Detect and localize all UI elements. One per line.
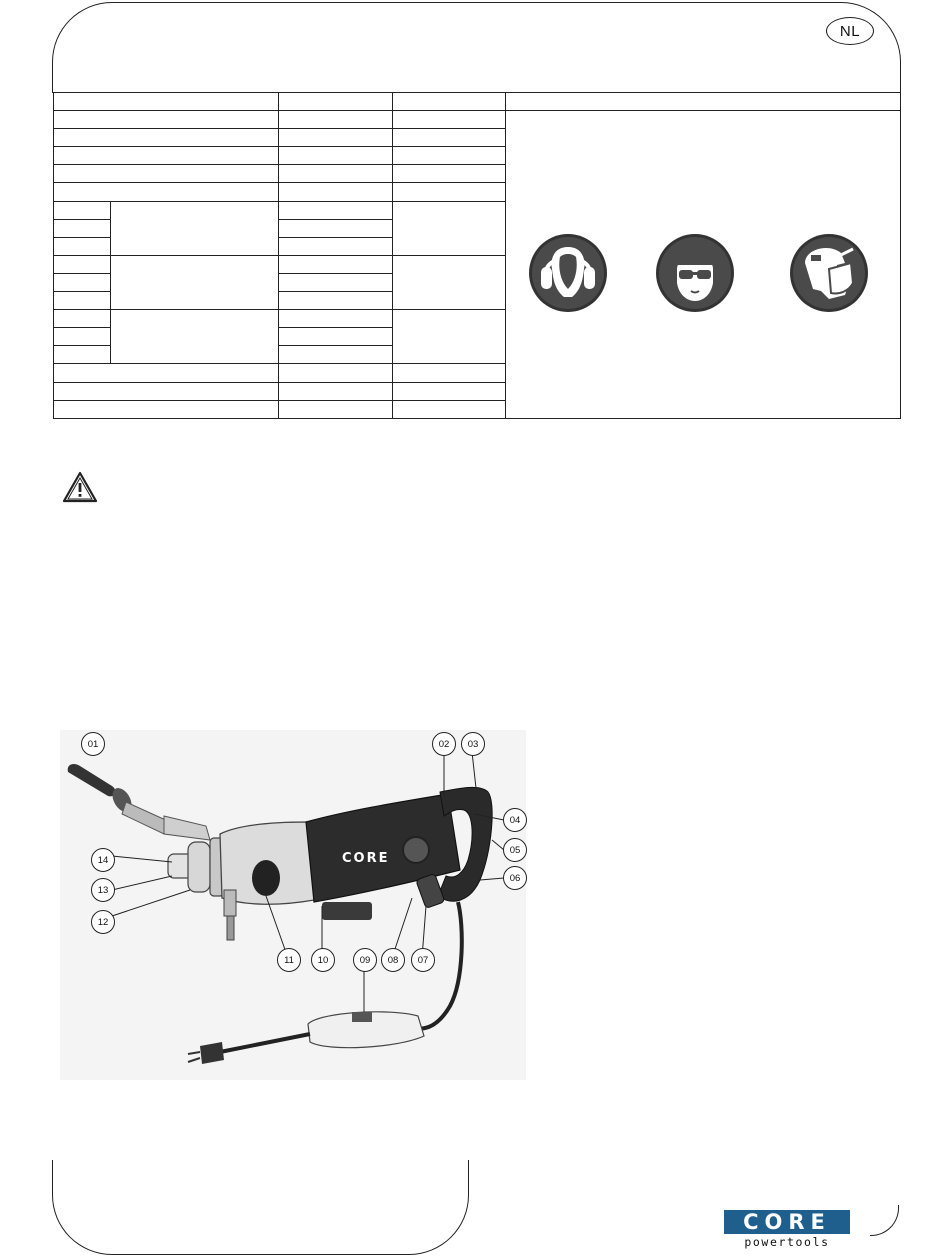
table-row-line [54,237,110,238]
table-row-line [54,363,505,364]
callout-11: 11 [277,948,301,972]
callout-05: 05 [503,838,527,862]
prcd-button [352,1012,372,1022]
table-column-divider [505,93,506,418]
callout-12: 12 [91,910,115,934]
callout-02: 02 [432,732,456,756]
callout-03: 03 [461,732,485,756]
speed-dial [403,837,429,863]
callout-08: 08 [381,948,405,972]
water-connector [224,890,236,916]
callout-04: 04 [503,808,527,832]
callout-13: 13 [91,878,115,902]
motor-vent [322,902,372,920]
table-row-line [54,201,505,202]
dust-mask-icon [789,233,869,313]
device-brand-label: CORE [342,851,390,866]
table-row-line [278,237,392,238]
table-row-line [54,382,505,383]
page-frame-top [52,2,901,93]
table-row-line [54,255,505,256]
table-row-line [54,400,505,401]
table-row-line [54,164,505,165]
table-row-line [54,345,110,346]
gear-selector-knob [252,860,280,896]
table-row-line [278,291,392,292]
callout-06: 06 [503,866,527,890]
table-row-line [54,291,110,292]
table-row-line [54,309,505,310]
plug-pin [188,1052,200,1054]
brand-logo [724,1210,850,1249]
side-handle [68,764,210,840]
table-row-line [54,273,110,274]
water-hose-nozzle [227,916,234,940]
callout-07: 07 [411,948,435,972]
table-column-divider [110,201,111,363]
ear-protection-icon [528,233,608,313]
plug-pin [188,1058,200,1062]
callout-01: 01 [81,732,105,756]
specification-table [53,92,901,419]
language-badge: NL [826,17,874,45]
plug-cable [220,1034,310,1052]
table-row-line [54,128,505,129]
table-row-line [278,273,392,274]
table-row-line [278,327,392,328]
table-row-line [54,327,110,328]
callout-09: 09 [353,948,377,972]
spindle [168,838,224,896]
trigger [416,873,445,908]
eye-protection-icon [655,233,735,313]
product-figure [60,730,526,1080]
plug [200,1042,224,1064]
core-drill-illustration [60,730,526,1080]
table-row-line [54,219,110,220]
page-frame-bottom [52,1160,469,1255]
table-row-line [54,146,505,147]
table-row-line [54,182,505,183]
table-row-line [278,219,392,220]
callout-10: 10 [311,948,335,972]
table-row-line [54,110,900,111]
brand-tagline: powertools [744,1235,830,1249]
page-frame-corner [870,1205,899,1236]
table-row-line [278,345,392,346]
callout-14: 14 [91,848,115,872]
warning-triangle-icon [62,471,98,503]
brand-name: CORE [724,1210,850,1234]
